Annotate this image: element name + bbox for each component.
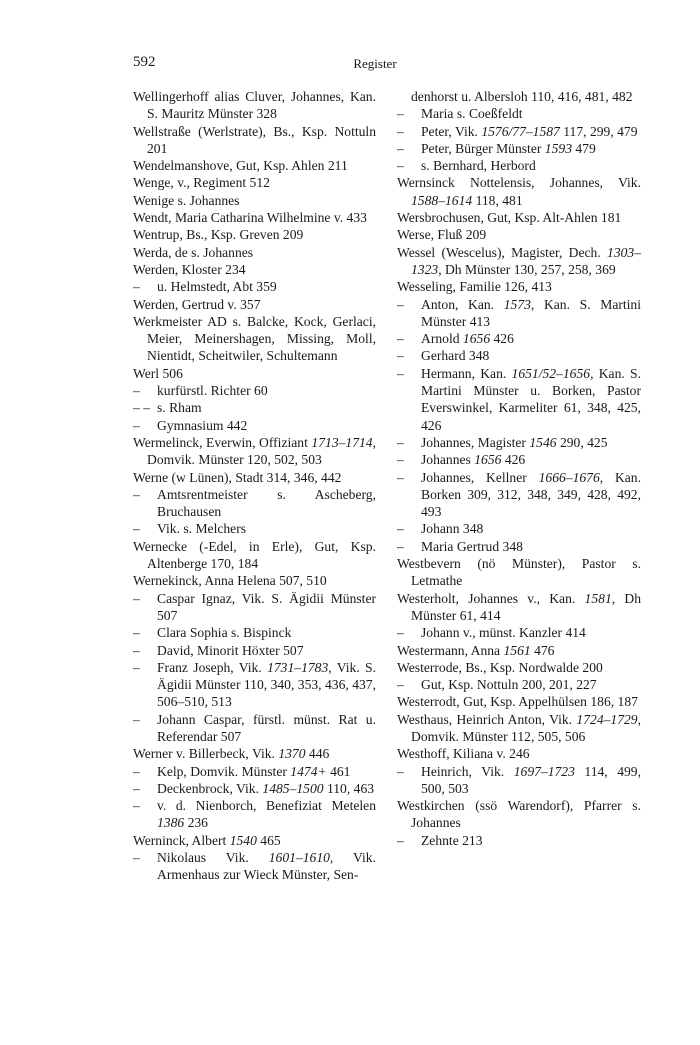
entry-text: Westbevern (nö Münster), Pastor s. Letmathe: [397, 556, 641, 589]
index-subentry: [133, 763, 376, 780]
index-entry: [133, 192, 376, 209]
entry-text: 114, 499, 500, 503: [421, 763, 641, 796]
index-subentry: [397, 763, 641, 798]
entry-text: Werner v. Billerbeck, Vik.: [133, 746, 279, 762]
entry-text: Wendt, Maria Catharina Wilhelmine v. 433: [133, 210, 367, 226]
index-entry: [133, 745, 376, 762]
index-entry: [133, 123, 376, 158]
entry-text: Peter, Vik.: [421, 123, 482, 139]
entry-text: Amtsrentmeister s. Ascheberg, Bruchausen: [157, 486, 376, 520]
entry-date: 1731–1783: [267, 659, 329, 675]
index-entry: [133, 434, 376, 469]
index-subentry: [397, 624, 641, 641]
entry-text: 117, 299, 479: [559, 123, 638, 139]
index-entry: [133, 174, 376, 191]
entry-date: 1546: [529, 434, 557, 450]
entry-date: 1724–1729: [576, 711, 638, 727]
entry-date: 1561: [503, 642, 531, 658]
index-entry: [397, 797, 641, 832]
subentry-dash: –: [133, 625, 140, 641]
index-entry: [133, 261, 376, 278]
index-subentry: [397, 538, 641, 555]
entry-text: denhorst u. Albersloh 110, 416, 481, 482: [411, 89, 633, 104]
index-entry: [133, 469, 376, 486]
subentry-dash: –: [397, 832, 404, 848]
entry-text: Johannes: [421, 452, 475, 468]
index-entry: [133, 296, 376, 313]
subentry-dash: –: [397, 296, 404, 312]
subentry-dash: –: [397, 625, 404, 641]
entry-text: Westermann, Anna: [397, 642, 504, 658]
subentry-dash: –: [133, 417, 140, 433]
entry-text: Wermelinck, Everwin, Offiziant: [133, 434, 312, 450]
entry-text: Wesseling, Familie 126, 413: [397, 279, 552, 295]
index-entry: [397, 659, 641, 676]
entry-text: Johann 348: [421, 521, 484, 537]
entry-text: 479: [571, 140, 596, 156]
subentry-dash: –: [133, 659, 140, 675]
entry-text: Westkirchen (ssö Warendorf), Pfarrer s. Johannes: [397, 798, 641, 831]
entry-text: Johannes, Kellner: [421, 469, 539, 485]
subentry-dash: –: [397, 521, 404, 537]
subentry-dash: –: [397, 365, 404, 381]
subentry-dash: –: [133, 780, 140, 796]
entry-text: , Kan. S. Martini Münster 413: [421, 296, 642, 329]
entry-text: s. Rham: [157, 400, 202, 416]
entry-date: 1666–1676: [538, 469, 600, 485]
index-entry: [133, 832, 376, 849]
subentry-dash: –: [397, 763, 404, 779]
entry-text: Vik. s. Melchers: [157, 521, 247, 537]
index-subentry: [397, 347, 641, 364]
entry-date: 1593: [544, 140, 572, 156]
entry-text: Deckenbrock, Vik.: [157, 780, 263, 796]
subentry-dash: –: [397, 434, 404, 450]
entry-text: 461: [326, 763, 351, 779]
entry-date: 1656: [462, 331, 491, 347]
index-subentry: [133, 711, 376, 746]
index-subentry: [133, 278, 376, 295]
entry-text: Werda, de s. Johannes: [133, 244, 254, 260]
entry-text: 476: [530, 642, 555, 658]
entry-text: Wenge, v., Regiment 512: [133, 175, 270, 191]
index-subentry: [397, 434, 641, 451]
entry-text: Wernsinck Nottelensis, Johannes, Vik.: [397, 175, 641, 191]
subentry-dash: –: [397, 123, 404, 139]
entry-text: 446: [305, 746, 330, 762]
index-subentry: [133, 797, 376, 832]
subentry-dash: –: [397, 677, 404, 693]
index-subentry: [397, 157, 641, 174]
index-entry: [133, 313, 376, 365]
entry-text: Werden, Kloster 234: [133, 261, 246, 277]
entry-text: Caspar Ignaz, Vik. S. Ägidii Münster 507: [157, 590, 376, 623]
index-entry: [397, 745, 641, 762]
entry-text: Gerhard 348: [421, 348, 490, 364]
entry-text: Johann v., münst. Kanzler 414: [421, 625, 586, 641]
entry-text: 110, 463: [323, 780, 375, 796]
entry-text: , Domvik. Münster 120, 502, 503: [147, 434, 376, 468]
entry-text: Zehnte 213: [421, 832, 483, 848]
entry-date: 1656: [474, 452, 502, 468]
entry-date: 1386: [157, 815, 185, 831]
entry-text: Gymnasium 442: [157, 417, 248, 433]
entry-text: Kelp, Domvik. Münster: [157, 763, 291, 779]
index-entry: [397, 244, 641, 279]
entry-text: Franz Joseph, Vik.: [157, 659, 268, 675]
index-subentry: [133, 520, 376, 537]
index-column-left: [133, 88, 376, 884]
subentry-dash: –: [133, 590, 140, 606]
entry-text: Wernekinck, Anna Helena 507, 510: [133, 573, 327, 589]
entry-text: Wessel (Wescelus), Magister, Dech.: [397, 244, 608, 260]
entry-text: Wersbrochusen, Gut, Ksp. Alt-Ahlen 181: [397, 210, 622, 226]
entry-text: Maria s. Coeßfeldt: [421, 106, 523, 122]
entry-text: Hermann, Kan.: [421, 365, 512, 381]
entry-date: 1474+: [290, 763, 327, 779]
subentry-dash: –: [397, 452, 404, 468]
entry-text: , Domvik. Münster 112, 505, 506: [411, 711, 641, 744]
entry-text: , Dh Münster 130, 257, 258, 369: [438, 261, 616, 277]
subentry-dash: –: [133, 798, 140, 814]
entry-text: Clara Sophia s. Bispinck: [157, 625, 292, 641]
subentry-dash: –: [133, 521, 140, 537]
index-entry: [397, 174, 641, 209]
index-subentry: [133, 486, 376, 521]
subentry-dash: –: [133, 642, 140, 658]
index-entry: [397, 209, 641, 226]
entry-text: Heinrich, Vik.: [421, 763, 514, 779]
index-entry: [133, 226, 376, 243]
index-subentry: [397, 469, 641, 521]
index-entry: [397, 88, 641, 105]
index-subentry: [133, 590, 376, 625]
index-entry: [397, 693, 641, 710]
index-subentry: [397, 676, 641, 693]
index-entry: [133, 244, 376, 261]
subentry-dash: –: [397, 140, 404, 156]
subentry-dash: –: [397, 158, 404, 174]
entry-date: 1370: [278, 746, 306, 762]
entry-date: 1485–1500: [262, 780, 324, 796]
entry-text: 465: [256, 832, 281, 848]
index-column-right: [397, 88, 641, 849]
running-head: Register: [353, 56, 397, 71]
entry-text: Johann Caspar, fürstl. münst. Rat u. Referendar 507: [157, 711, 376, 744]
index-subentry: [397, 105, 641, 122]
entry-text: Peter, Bürger Münster: [421, 140, 545, 156]
entry-text: , Kan. S. Martini Münster u. Borken, Pastor Everswinkel, Karmeliter 61, 348, 425, 426: [421, 365, 641, 433]
subentry-dash: –: [133, 711, 140, 727]
index-subentry: [133, 417, 376, 434]
entry-text: Gut, Ksp. Nottuln 200, 201, 227: [421, 677, 597, 693]
subentry-dash: –: [133, 763, 140, 779]
index-subentry: [397, 296, 641, 331]
subentry-dash: –: [397, 331, 404, 347]
entry-text: Wentrup, Bs., Ksp. Greven 209: [133, 227, 304, 243]
index-entry: [133, 209, 376, 226]
index-entry: [133, 365, 376, 382]
page-number: 592: [133, 54, 156, 70]
entry-date: 1540: [229, 832, 257, 848]
entry-text: 118, 481: [472, 192, 523, 208]
index-entry: [397, 711, 641, 746]
entry-text: Nikolaus Vik.: [157, 850, 269, 866]
entry-text: , Dh Münster 61, 414: [411, 590, 641, 623]
entry-date: 1651/52–1656: [511, 365, 591, 381]
index-subentry: [397, 123, 641, 140]
entry-text: Westhaus, Heinrich Anton, Vik.: [397, 711, 577, 727]
entry-text: Wenige s. Johannes: [133, 192, 240, 208]
index-entry: [397, 226, 641, 243]
subentry-dash: –: [133, 850, 140, 866]
index-subentry: [133, 780, 376, 797]
index-subentry: [397, 520, 641, 537]
index-entry: [133, 538, 376, 573]
subentry-dash: –: [397, 348, 404, 364]
entry-text: s. Bernhard, Herbord: [421, 158, 536, 174]
entry-text: , Vik. Armenhaus zur Wieck Münster, Sen-: [157, 850, 376, 883]
entry-text: kurfürstl. Richter 60: [157, 383, 268, 399]
entry-date: 1303–1323: [411, 244, 641, 277]
index-subentry: [397, 832, 641, 849]
entry-date: 1697–1723: [513, 763, 575, 779]
entry-text: Wernecke (-Edel, in Erle), Gut, Ksp. Altenberge 170, 184: [133, 538, 376, 572]
index-entry: [133, 88, 376, 123]
index-subentry: [133, 624, 376, 641]
index-subentry: [397, 330, 641, 347]
entry-text: Westerrodt, Gut, Ksp. Appelhülsen 186, 187: [397, 694, 638, 710]
index-subentry: [397, 140, 641, 157]
entry-text: Werninck, Albert: [133, 832, 230, 848]
entry-date: 1713–1714: [311, 434, 373, 450]
subentry-dash: –: [133, 383, 140, 399]
entry-date: 1576/77–1587: [481, 123, 560, 139]
index-entry: [397, 590, 641, 625]
subentry-dash: –: [133, 279, 140, 295]
index-entry: [397, 555, 641, 590]
index-entry: [133, 572, 376, 589]
index-entry: [133, 157, 376, 174]
entry-text: 236: [184, 815, 208, 831]
entry-text: 290, 425: [556, 434, 608, 450]
entry-text: , Kan. Borken 309, 312, 348, 349, 428, 492, 493: [421, 469, 642, 520]
entry-text: Johannes, Magister: [421, 434, 530, 450]
subentry-dash: – –: [133, 400, 150, 416]
index-subentry: [133, 659, 376, 711]
index-entry: [397, 278, 641, 295]
entry-text: Westerholt, Johannes v., Kan.: [397, 590, 585, 606]
entry-text: , Vik. S. Ägidii Münster 110, 340, 353, 436, 437, 506–510, 513: [157, 659, 376, 710]
entry-text: Westerrode, Bs., Ksp. Nordwalde 200: [397, 659, 603, 675]
index-subentry: [397, 365, 641, 434]
entry-date: 1573: [503, 296, 531, 312]
entry-text: u. Helmstedt, Abt 359: [157, 279, 277, 295]
entry-text: Werkmeister AD s. Balcke, Kock, Gerlaci, Meier, Meinershagen, Missing, Moll, Nientidt, Scheitwiler, Schultemann: [133, 313, 376, 364]
index-subentry: [133, 849, 376, 884]
subentry-dash: –: [397, 538, 404, 554]
entry-text: 426: [490, 331, 514, 347]
index-subentry: [133, 399, 376, 416]
entry-text: Westhoff, Kiliana v. 246: [397, 746, 530, 762]
index-subentry: [397, 451, 641, 468]
entry-text: Maria Gertrud 348: [421, 538, 523, 554]
index-subentry: [133, 642, 376, 659]
entry-text: 426: [501, 452, 526, 468]
entry-text: Werse, Fluß 209: [397, 227, 487, 243]
entry-text: Werden, Gertrud v. 357: [133, 296, 261, 312]
entry-text: Arnold: [421, 331, 463, 347]
subentry-dash: –: [397, 469, 404, 485]
subentry-dash: –: [133, 486, 140, 502]
entry-text: Werne (w Lünen), Stadt 314, 346, 442: [133, 469, 342, 485]
entry-text: Wellstraße (Werlstrate), Bs., Ksp. Nottuln 201: [133, 123, 376, 156]
entry-text: v. d. Nienborch, Benefiziat Metelen: [157, 798, 376, 814]
index-entry: [397, 642, 641, 659]
entry-text: Anton, Kan.: [421, 296, 504, 312]
entry-text: Wendelmanshove, Gut, Ksp. Ahlen 211: [133, 158, 348, 174]
entry-date: 1601–1610: [268, 850, 330, 866]
entry-text: Werl 506: [133, 365, 183, 381]
index-subentry: [133, 382, 376, 399]
subentry-dash: –: [397, 106, 404, 122]
entry-date: 1581: [584, 590, 612, 606]
entry-text: Wellingerhoff alias Cluver, Johannes, Kan. S. Mauritz Münster 328: [133, 89, 376, 122]
entry-date: 1588–1614: [411, 192, 473, 208]
entry-text: David, Minorit Höxter 507: [157, 642, 304, 658]
